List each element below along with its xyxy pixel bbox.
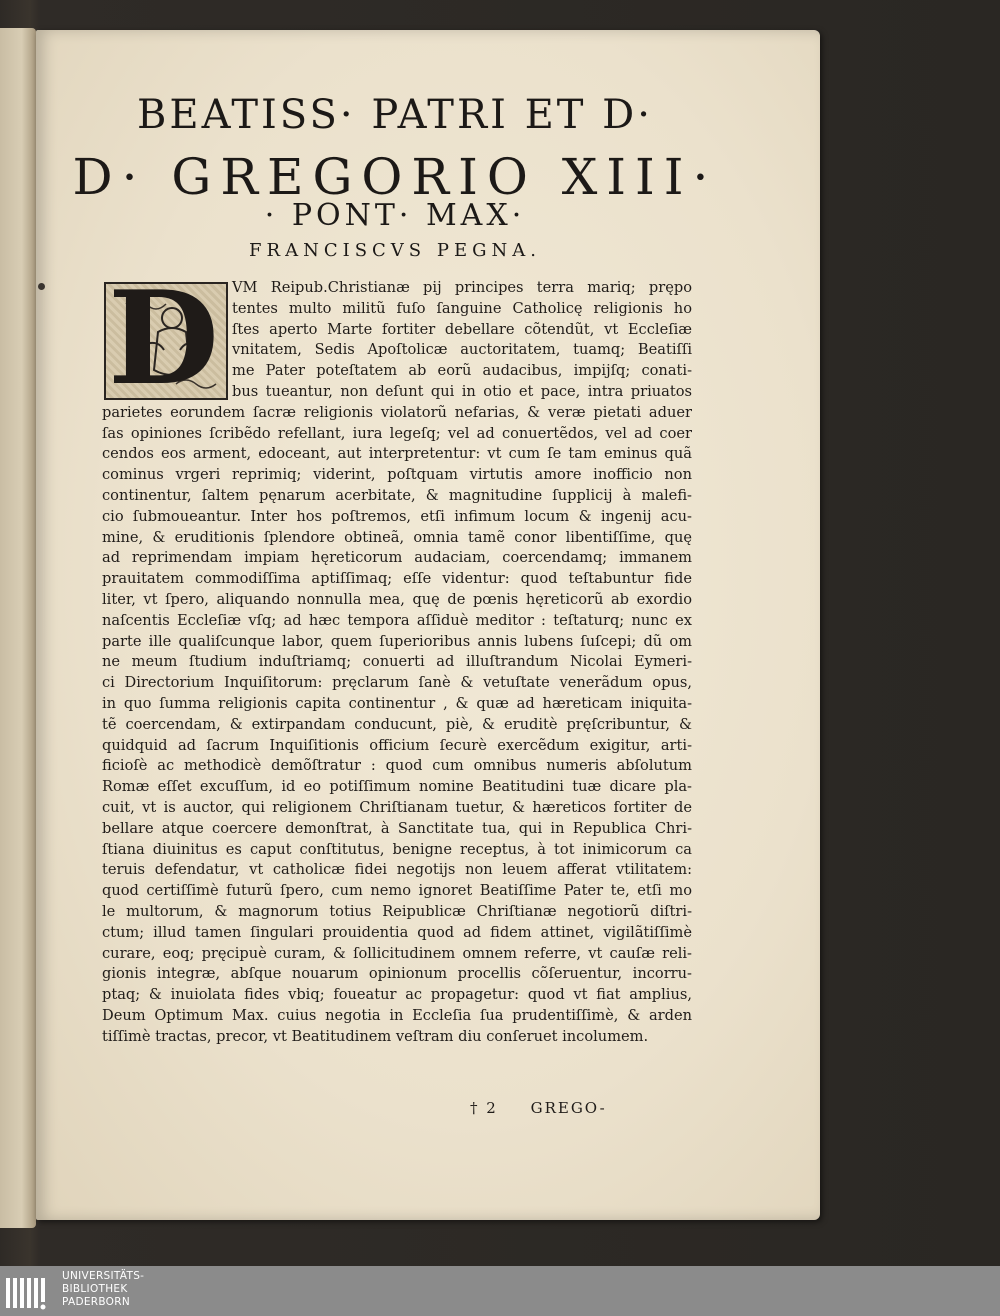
text-line: ſtiana diuinitus es caput conſtitutus, benigne receptus, à tot inimicorum ca (102, 840, 692, 858)
text-line: ſas opiniones ſcribẽdo refellant, iura legeſq; vel ad conuertẽdos, vel ad coer (102, 424, 692, 442)
drop-cap-letter: D (108, 264, 219, 414)
library-name (62, 1270, 144, 1309)
text-line: prauitatem commodiſſima aptiſſimaq; eſſe videntur: quod teſtabuntur fide (102, 570, 692, 588)
text-line: ne meum ſtudium induſtriamq; conuerti ad illuſtrandum Nicolai Eymeri- (102, 653, 692, 671)
library-footer-band (0, 1266, 1000, 1316)
text-line: Deum Optimum Max. cuius negotia in Eccleſia ſua prudentiſſimè, & arden (102, 1006, 692, 1024)
text-line: quod certiſſimè futurũ ſpero, cum nemo ignoret Beatiſſime Pater te, etſi mo (102, 882, 692, 900)
text-line: ci Directorium Inquiſitorum: pręclarum ſanè & vetuſtate venerãdum opus, (102, 674, 692, 692)
signature-mark: † 2 (470, 1099, 498, 1117)
text-line: continentur, ſaltem pęnarum acerbitate, & magnitudine ſupplicij à malefi- (102, 486, 692, 504)
text-line: parietes eorundem ſacræ religionis violatorũ nefarias, & veræ pietati aduer (102, 403, 692, 421)
text-line: ſtes aperto Marte fortiter debellare cõtendũt, vt Eccleſiæ (232, 320, 692, 338)
library-name-line-3: PADERBORN (62, 1296, 130, 1308)
library-name-line-1: UNIVERSITÄTS- (62, 1270, 145, 1282)
library-name-line-2: BIBLIOTHEK (62, 1283, 128, 1295)
text-line: ficioſè ac methodicè demõſtratur : quod cum omnibus numeris abſolutum (102, 757, 692, 775)
text-line: tentes multo militũ fuſo ſanguine Catholicę religionis ho (232, 299, 692, 317)
text-line: naſcentis Eccleſiæ vſq; ad hæc tempora aſſiduè meditor : teſtaturq; nunc ex (102, 611, 692, 629)
text-line: in quo ſumma religionis capita continentur , & quæ ad hæreticam iniquita- (102, 694, 692, 712)
text-line: cuit, vt is auctor, qui religionem Chriſtianam tuetur, & hæreticos fortiter de (102, 798, 692, 816)
text-line: ctum; illud tamen ſingulari prouidentia quod ad fidem attinet, vigilãtiſſimè (102, 923, 692, 941)
text-line: cio ſubmoueantur. Inter hos poſtremos, etſi infimum locum & ingenij acu- (102, 507, 692, 525)
text-line: curare, eoq; pręcipuè curam, & ſollicitudinem omnem referre, vt cauſæ reli- (102, 944, 692, 962)
text-line: ad reprimendam impiam hęreticorum audaciam, coercendamq; immanem (102, 549, 692, 567)
text-line: parte ille qualiſcunque labor, quem ſuperioribus annis lubens ſuſcepi; dũ om (102, 632, 692, 650)
left-page-edge (0, 28, 36, 1228)
dedication-title-line-3: · PONT· MAX· (264, 198, 526, 233)
text-line: liter, vt ſpero, aliquando nonnulla mea, quę de pœnis hęreticorũ ab exordio (102, 590, 692, 608)
page-footer-line (470, 1099, 690, 1117)
dedication-author: FRANCISCVS PEGNA. (249, 240, 541, 261)
catchword: GREGO- (530, 1099, 607, 1117)
text-line: bellare atque coercere demonſtrat, à Sanctitate tua, qui in Republica Chri- (102, 819, 692, 837)
text-line: Romæ eſſet excuſſum, id eo potiſſimum nomine Beatitudini tuæ dicare pla- (102, 778, 692, 796)
library-logo-icon (4, 1272, 54, 1312)
text-line: vnitatem, Sedis Apoſtolicæ auctoritatem, tuamq; Beatiſſi (232, 341, 692, 359)
text-line: mine, & eruditionis ſplendore obtineã, omnia tamẽ conor libentiſſime, quę (102, 528, 692, 546)
body-text (102, 278, 692, 1047)
text-line: gionis integræ, abſque nouarum opinionum procellis cõſeruentur, incorru- (102, 965, 692, 983)
text-line: ptaq; & inuiolata fides vbiq; foueatur ac propagetur: quod vt fiat amplius, (102, 986, 692, 1004)
dedication-title-line-1: BEATISS· PATRI ET D· (137, 92, 653, 138)
text-line: tiſſimè tractas, precor, vt Beatitudinem veſtram diu conſeruet incolumem. (102, 1027, 649, 1045)
text-line: cendos eos arment, edoceant, aut interpretentur: vt cum ſe tam eminus quã (102, 445, 692, 463)
text-line: le multorum, & magnorum totius Reipublicæ Chriſtianæ negotiorũ diſtri- (102, 902, 692, 920)
text-line: quidquid ad ſacrum Inquiſitionis officium ſecurè exercẽdum exigitur, arti- (102, 736, 692, 754)
dedication-title-line-2: D· GREGORIO XIII· (72, 148, 718, 206)
text-line: cominus vrgeri reprimiq; viderint, poſtquam virtutis amore inofficio non (102, 466, 692, 484)
text-line: teruis defendatur, vt catholicæ fidei negotijs non leuem afferat vtilitatem: (102, 861, 692, 879)
text-line: me Pater poteſtatem ab eorũ audacibus, impijſq; conati- (232, 362, 692, 380)
margin-dot (38, 283, 45, 290)
text-line: tẽ coercendam, & extirpandam conducunt, piè, & eruditè pręſcribuntur, & (102, 715, 692, 733)
text-line: VM Reipub.Christianæ pij principes terra mariq; prępo (232, 279, 692, 296)
text-line: bus tueantur, non deſunt qui in otio et pace, intra priuatos (232, 382, 692, 400)
